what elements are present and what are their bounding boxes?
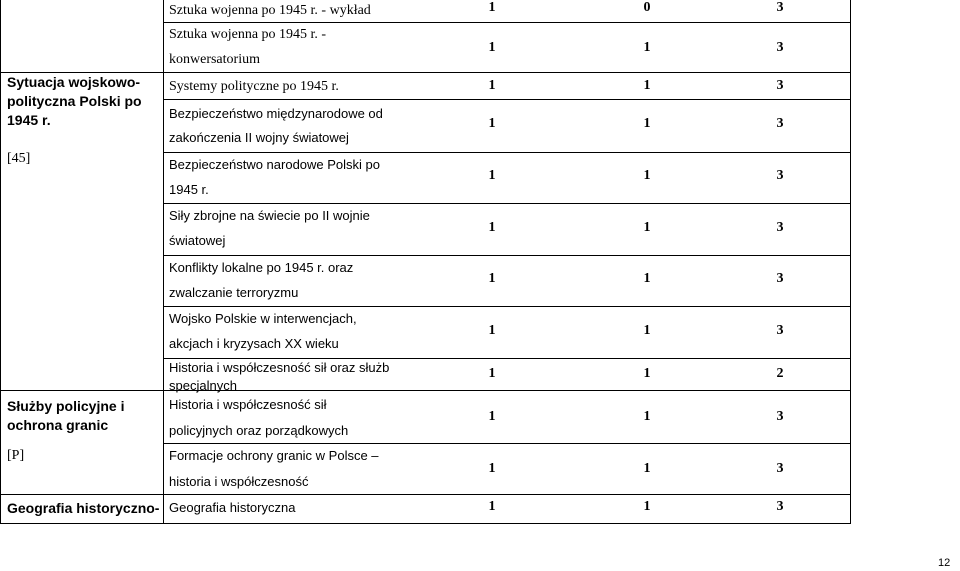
group-title-line: ochrona granic [7, 417, 109, 433]
course-name: Systemy polityczne po 1945 r. [169, 79, 339, 94]
course-name: Sztuka wojenna po 1945 r. - wykład [169, 3, 371, 18]
value-col1: 1 [488, 78, 496, 93]
value-col1: 1 [488, 461, 496, 476]
value-col2: 1 [643, 116, 651, 131]
course-name: policyjnych oraz porządkowych [169, 423, 349, 438]
course-name: Historia i współczesność sił [169, 397, 327, 412]
value-col1: 1 [488, 40, 496, 55]
value-col2: 1 [643, 323, 651, 338]
value-col3: 3 [776, 499, 784, 514]
group-title-line: Służby policyjne i [7, 398, 125, 414]
course-name: konwersatorium [169, 52, 260, 67]
course-name: Geografia historyczna [169, 500, 296, 515]
value-col1: 1 [488, 409, 496, 424]
value-col3: 3 [776, 409, 784, 424]
value-col3: 2 [776, 366, 784, 381]
value-col2: 1 [643, 220, 651, 235]
value-col3: 3 [776, 168, 784, 183]
value-col3: 3 [776, 78, 784, 93]
course-name: specjalnych [169, 378, 237, 393]
group-reference: [P] [7, 448, 25, 463]
group-title-line: 1945 r. [7, 112, 51, 128]
course-name: Konflikty lokalne po 1945 r. oraz [169, 260, 354, 275]
course-name: 1945 r. [169, 182, 209, 197]
value-col3: 3 [776, 116, 784, 131]
value-col3: 3 [776, 271, 784, 286]
course-name: zakończenia II wojny światowej [169, 130, 349, 145]
value-col1: 1 [488, 366, 496, 381]
value-col2: 1 [643, 366, 651, 381]
course-name: Bezpieczeństwo międzynarodowe od [169, 106, 383, 121]
course-name: zwalczanie terroryzmu [169, 285, 299, 300]
course-name: Wojsko Polskie w interwencjach, [169, 311, 357, 326]
value-col2: 1 [643, 499, 651, 514]
value-col1: 1 [488, 323, 496, 338]
group-reference: [45] [7, 151, 31, 166]
value-col1: 1 [488, 0, 496, 15]
value-col1: 1 [488, 220, 496, 235]
value-col3: 3 [776, 323, 784, 338]
group-title-line: Geografia historyczno- [7, 500, 160, 516]
value-col2: 0 [643, 0, 651, 15]
value-col3: 3 [776, 0, 784, 15]
table-row-divider [0, 494, 851, 495]
table-border-bottom [0, 523, 851, 524]
group-title-line: polityczna Polski po [7, 93, 142, 109]
value-col2: 1 [643, 40, 651, 55]
page-number: 12 [938, 557, 951, 569]
course-name: Siły zbrojne na świecie po II wojnie [169, 208, 370, 223]
table-border-right [850, 0, 851, 524]
course-name: Formacje ochrony granic w Polsce – [169, 448, 379, 463]
course-name: Bezpieczeństwo narodowe Polski po [169, 157, 381, 172]
value-col1: 1 [488, 499, 496, 514]
table-row-divider [0, 72, 851, 73]
value-col2: 1 [643, 168, 651, 183]
course-name: Historia i współczesność sił oraz służb [169, 360, 390, 375]
value-col1: 1 [488, 168, 496, 183]
value-col2: 1 [643, 271, 651, 286]
table-border-left [0, 0, 1, 524]
value-col3: 3 [776, 220, 784, 235]
value-col1: 1 [488, 271, 496, 286]
value-col3: 3 [776, 461, 784, 476]
value-col3: 3 [776, 40, 784, 55]
table-row-divider [163, 99, 851, 100]
table-column-divider [163, 0, 164, 524]
course-name: światowej [169, 233, 226, 248]
value-col2: 1 [643, 409, 651, 424]
table-row-divider [0, 390, 851, 391]
value-col2: 1 [643, 461, 651, 476]
value-col1: 1 [488, 116, 496, 131]
value-col2: 1 [643, 78, 651, 93]
group-title-line: Sytuacja wojskowo- [7, 74, 141, 90]
course-name: historia i współczesność [169, 474, 309, 489]
course-name: akcjach i kryzysach XX wieku [169, 336, 339, 351]
course-name: Sztuka wojenna po 1945 r. - [169, 27, 327, 42]
